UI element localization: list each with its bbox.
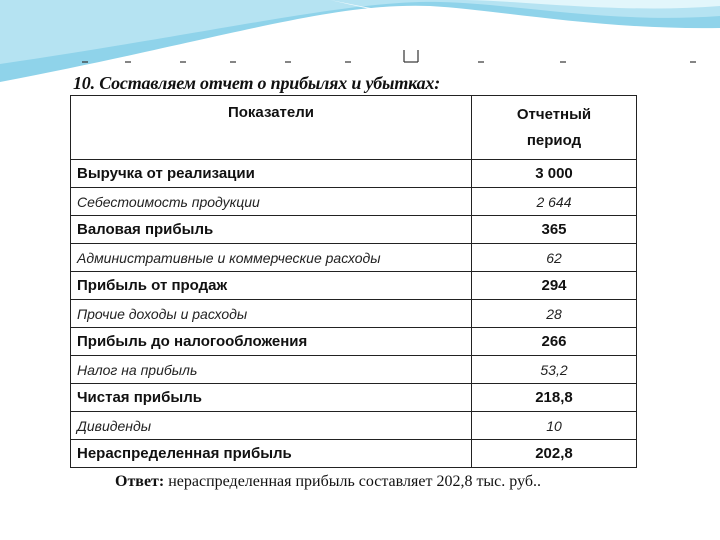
table-row	[71, 272, 637, 300]
table-row	[71, 328, 637, 356]
header-period-line2: период	[526, 131, 582, 149]
table-row	[71, 384, 637, 412]
table-row	[71, 244, 637, 272]
row-value: 266	[472, 328, 637, 356]
row-label: Прибыль до налогообложения	[71, 328, 472, 356]
row-value: 365	[472, 216, 637, 244]
row-label: Административные и коммерческие расходы	[71, 244, 472, 272]
row-value: 3 000	[472, 160, 637, 188]
row-label: Чистая прибыль	[71, 384, 472, 412]
answer-line	[115, 473, 541, 491]
row-value: 218,8	[472, 384, 637, 412]
table-row	[71, 216, 637, 244]
table-row	[71, 440, 637, 468]
row-value: 2 644	[472, 188, 637, 216]
row-label: Прибыль от продаж	[71, 272, 472, 300]
table-row	[71, 412, 637, 440]
row-label: Прочие доходы и расходы	[71, 300, 472, 328]
decorative-dash-line	[0, 38, 720, 68]
row-label: Валовая прибыль	[71, 216, 472, 244]
income-statement-table	[70, 95, 637, 468]
answer-text: нераспределенная прибыль составляет 202,8 тыс. руб..	[164, 473, 541, 490]
row-label: Себестоимость продукции	[71, 188, 472, 216]
table-row	[71, 300, 637, 328]
table-header-row	[71, 96, 637, 160]
row-label: Дивиденды	[71, 412, 472, 440]
table-row	[71, 356, 637, 384]
header-period-line1: Отчетный	[516, 105, 592, 123]
row-value: 294	[472, 272, 637, 300]
table-row	[71, 160, 637, 188]
row-label: Нераспределенная прибыль	[71, 440, 472, 468]
task-heading: 10. Составляем отчет о прибылях и убытках:	[73, 73, 440, 93]
header-reporting-period	[472, 96, 637, 160]
row-value: 10	[472, 412, 637, 440]
row-label: Выручка от реализации	[71, 160, 472, 188]
row-value: 202,8	[472, 440, 637, 468]
row-value: 62	[472, 244, 637, 272]
answer-label: Ответ:	[115, 473, 165, 490]
header-indicators: Показатели	[71, 96, 472, 160]
row-value: 53,2	[472, 356, 637, 384]
row-value: 28	[472, 300, 637, 328]
row-label: Налог на прибыль	[71, 356, 472, 384]
table-row	[71, 188, 637, 216]
